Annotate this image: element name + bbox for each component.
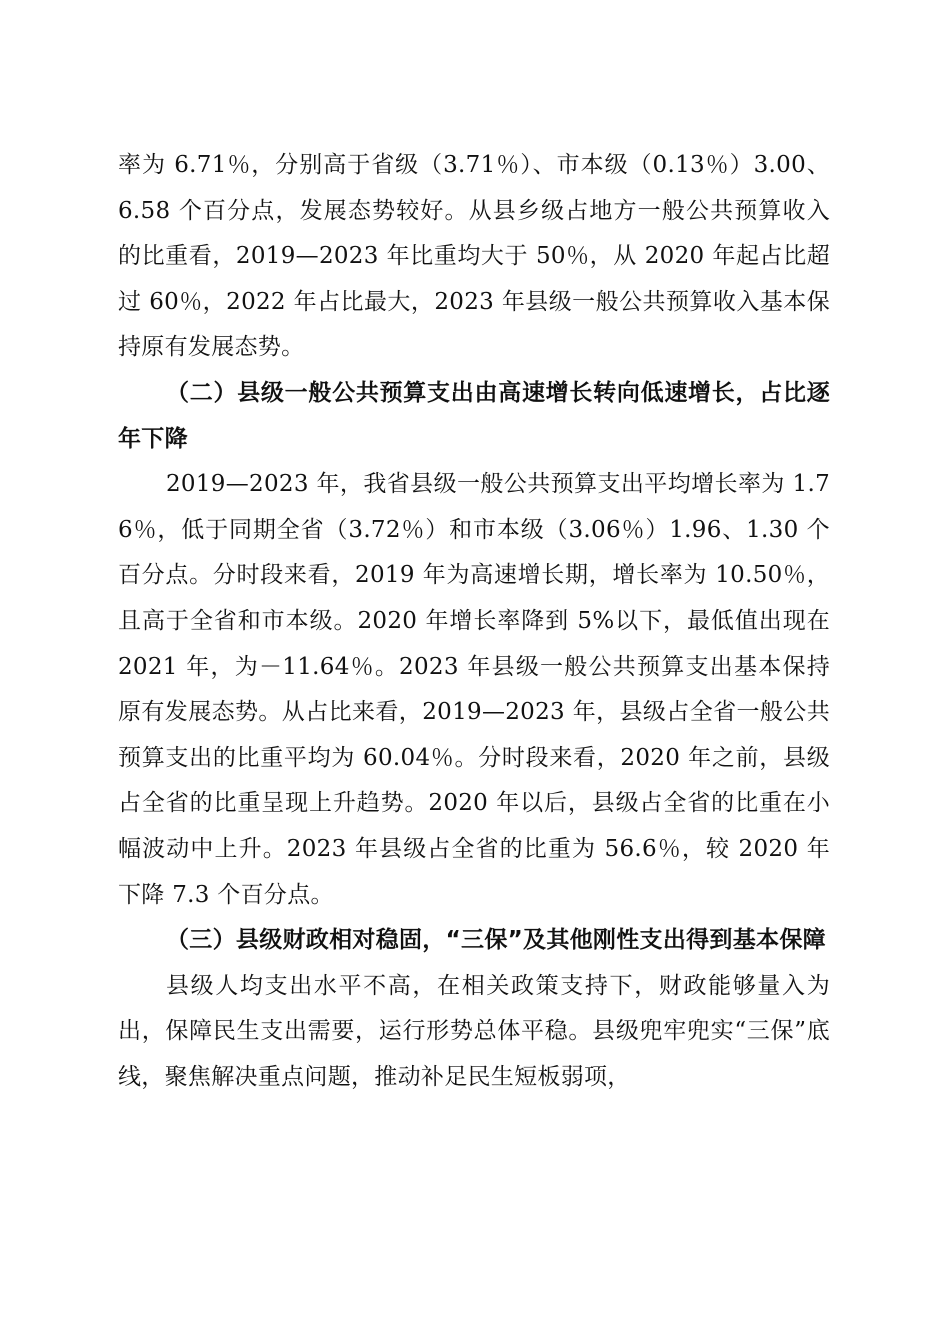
paragraph-revenue-growth: 率为 6.71％，分别高于省级（3.71％）、市本级（0.13％）3.00、6.58 个百分点，发展态势较好。从县乡级占地方一般公共预算收入的比重看，2019—2023 年比重均大于 50％，从 2020 年起占比超过 60％，2022 年占比最大，2023 年县级一般公共预算收入基本保持原有发展态势。 <box>118 152 830 361</box>
section-heading-3: （三）县级财政相对稳固，“三保”及其他刚性支出得到基本保障 <box>166 927 826 954</box>
paragraph-fiscal-stability: 县级人均支出水平不高，在相关政策支持下，财政能够量入为出，保障民生支出需要，运行形势总体平稳。县级兜牢兜实“三保”底线，聚焦解决重点问题，推动补足民生短板弱项， <box>118 972 830 1090</box>
paragraph-expenditure: 2019—2023 年，我省县级一般公共预算支出平均增长率为 1.76％，低于同期全省（3.72％）和市本级（3.06％）1.96、1.30 个百分点。分时段来看，2019 年为高速增长期，增长率为 10.50％，且高于全省和市本级。2020 年增长率降到 5%以下，最低值出现在 2021 年，为－11.64％。2023 年县级一般公共预算支出基本保持原有发展态势。从占比来看，2019—2023 年，县级占全省一般公共预算支出的比重平均为 60.04％。分时段来看，2020 年之前，县级占全省的比重呈现上升趋势。2020 年以后，县级占全省的比重在小幅波动中上升。2023 年县级占全省的比重为 56.6％，较 2020 年下降 7.3 个百分点。 <box>118 471 830 908</box>
section-heading-2: （二）县级一般公共预算支出由高速增长转向低速增长，占比逐年下降 <box>118 379 830 452</box>
document-body <box>118 143 830 1100</box>
